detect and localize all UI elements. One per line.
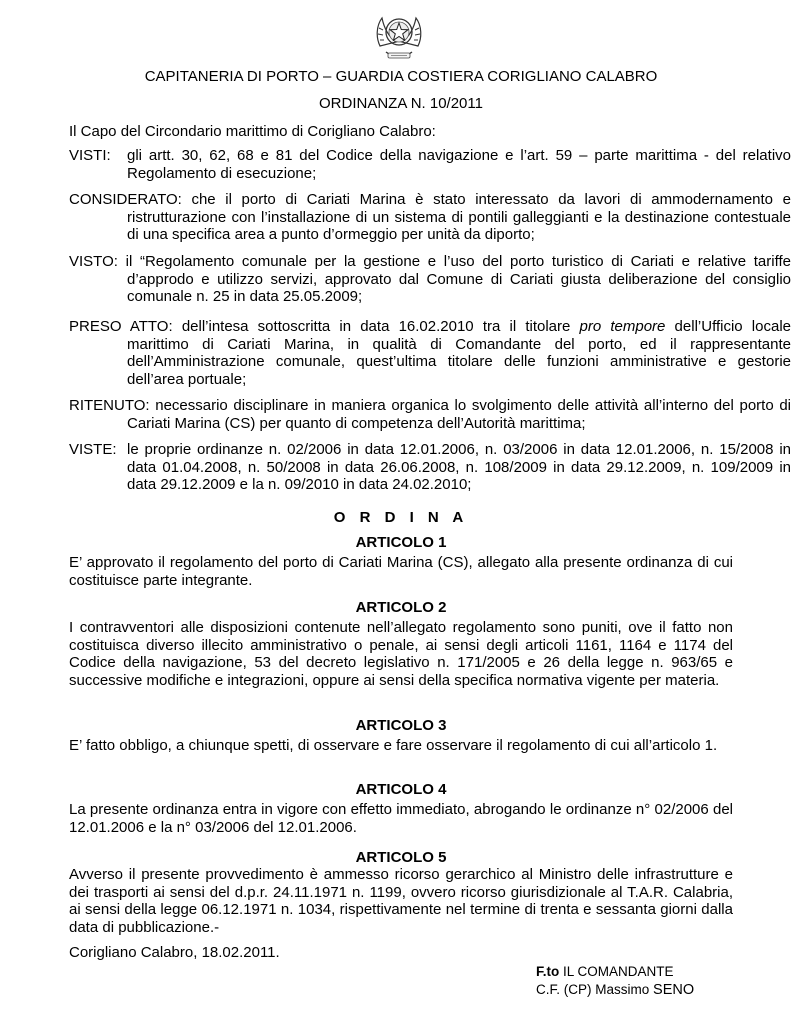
premise-text: necessario disciplinare in maniera organica lo svolgimento delle attività all’interno del porto di Cariati Marina (CS) per quanto di competenza dell’Autorità marittima; <box>127 397 791 432</box>
premise-text-after: dell’Ufficio locale marittimo di Cariati Marina, in qualità di Comandante del porto, ed il rappresentante dell’Amministrazione comunale, quest’ultima titolare delle funzioni amministrative e gestorie dell’area portuale; <box>127 318 791 388</box>
article-2-text: I contravventori alle disposizioni contenute nell’allegato regolamento sono puniti, ove il fatto non costituisca diverso illecito amministrativo o penale, ai sensi degli articoli 1161, 1164 e 1174 del Codice della navigazione, 53 del decreto legislativo n. 171/2005 e 26 della legge n. 963/65 e successive modifiche e integrazioni, oppure ai sensi della specifica normativa vigente per materia. <box>69 619 733 689</box>
premise-text: le proprie ordinanze n. 02/2006 in data 12.01.2006, n. 03/2006 in data 12.01.2006, n. 15/2008 in data 01.04.2008, n. 50/2008 in data 26.06.2008, n. 108/2009 in data 29.12.2009, n. 109/2009 in data 29.12.2009 e la n. 09/2010 in data 24.02.2010; <box>127 441 791 493</box>
italian-republic-emblem-icon <box>374 8 424 64</box>
premise-visti <box>69 147 791 182</box>
signature-name-line <box>536 981 694 999</box>
article-2-title: ARTICOLO 2 <box>355 599 447 616</box>
premise-preso-atto <box>69 318 791 388</box>
fto-label: F.to <box>536 964 560 979</box>
article-3-title: ARTICOLO 3 <box>355 717 447 734</box>
premise-label: VISTI: <box>69 147 111 164</box>
premise-viste <box>69 441 791 494</box>
premise-text: il “Regolamento comunale per la gestione e l’uso del porto turistico di Cariati e relative tariffe d’approdo e utilizzo servizi, approvato dal Comune di Cariati giusta deliberazione del consiglio comunale n. 25 in data 25.05.2009; <box>125 253 791 305</box>
signature-role: IL COMANDANTE <box>563 964 674 979</box>
article-3-text: E’ fatto obbligo, a chiunque spetti, di osservare e fare osservare il regolamento di cui all’articolo 1. <box>69 737 718 754</box>
premise-visto <box>69 253 791 306</box>
article-1-text: E’ approvato il regolamento del porto di Cariati Marina (CS), allegato alla presente ordinanza di cui costituisce parte integrante. <box>69 554 733 589</box>
signature-role-line <box>536 963 674 981</box>
premise-text: gli artt. 30, 62, 68 e 81 del Codice della navigazione e l’art. 59 – parte marittima - del relativo Regolamento di esecuzione; <box>127 147 791 182</box>
signature-name-prefix: C.F. (CP) Massimo <box>536 982 650 997</box>
ordina-heading: O R D I N A <box>333 509 469 526</box>
article-5-title: ARTICOLO 5 <box>355 849 447 866</box>
authority-heading: CAPITANERIA DI PORTO – GUARDIA COSTIERA CORIGLIANO CALABRO <box>144 68 658 85</box>
premise-label: VISTO: <box>69 253 118 270</box>
premise-text-before: dell’intesa sottoscritta in data 16.02.2010 tra il titolare <box>181 318 580 335</box>
premise-label: PRESO ATTO: <box>69 318 173 335</box>
ordinance-number: ORDINANZA N. 10/2011 <box>319 95 483 112</box>
premise-text-italic: pro tempore <box>579 318 666 335</box>
premise-text: che il porto di Cariati Marina è stato interessato da lavori di ammodernamento e ristrutturazione con l’installazione di un sistema di pontili galleggianti e la destinazione contestuale di una specifica area a punto d’ormeggio per unità da diporto; <box>127 191 791 243</box>
intro-line: Il Capo del Circondario marittimo di Corigliano Calabro: <box>69 123 436 140</box>
article-1-title: ARTICOLO 1 <box>355 534 447 551</box>
premise-ritenuto <box>69 397 791 432</box>
premise-label: VISTE: <box>69 441 117 458</box>
signature-surname: SENO <box>653 982 695 998</box>
article-5-text: Avverso il presente provvedimento è ammesso ricorso gerarchico al Ministro delle infrastrutture e dei trasporti ai sensi del d.p.r. 24.11.1971 n. 1199, ovvero ricorso giurisdizionale al T.A.R. Calabria, ai sensi della legge 06.12.1971 n. 1034, rispettivamente nel termine di trenta e sessanta giorni dalla data di pubblicazione.- <box>69 866 733 936</box>
article-4-text: La presente ordinanza entra in vigore con effetto immediato, abrogando le ordinanze n° 02/2006 del 12.01.2006 e la n° 03/2006 del 12.01.2006. <box>69 801 733 836</box>
article-4-title: ARTICOLO 4 <box>355 781 447 798</box>
premise-label: RITENUTO: <box>69 397 150 414</box>
place-and-date: Corigliano Calabro, 18.02.2011. <box>69 944 280 961</box>
premise-label: CONSIDERATO: <box>69 191 182 208</box>
premise-considerato <box>69 191 791 244</box>
